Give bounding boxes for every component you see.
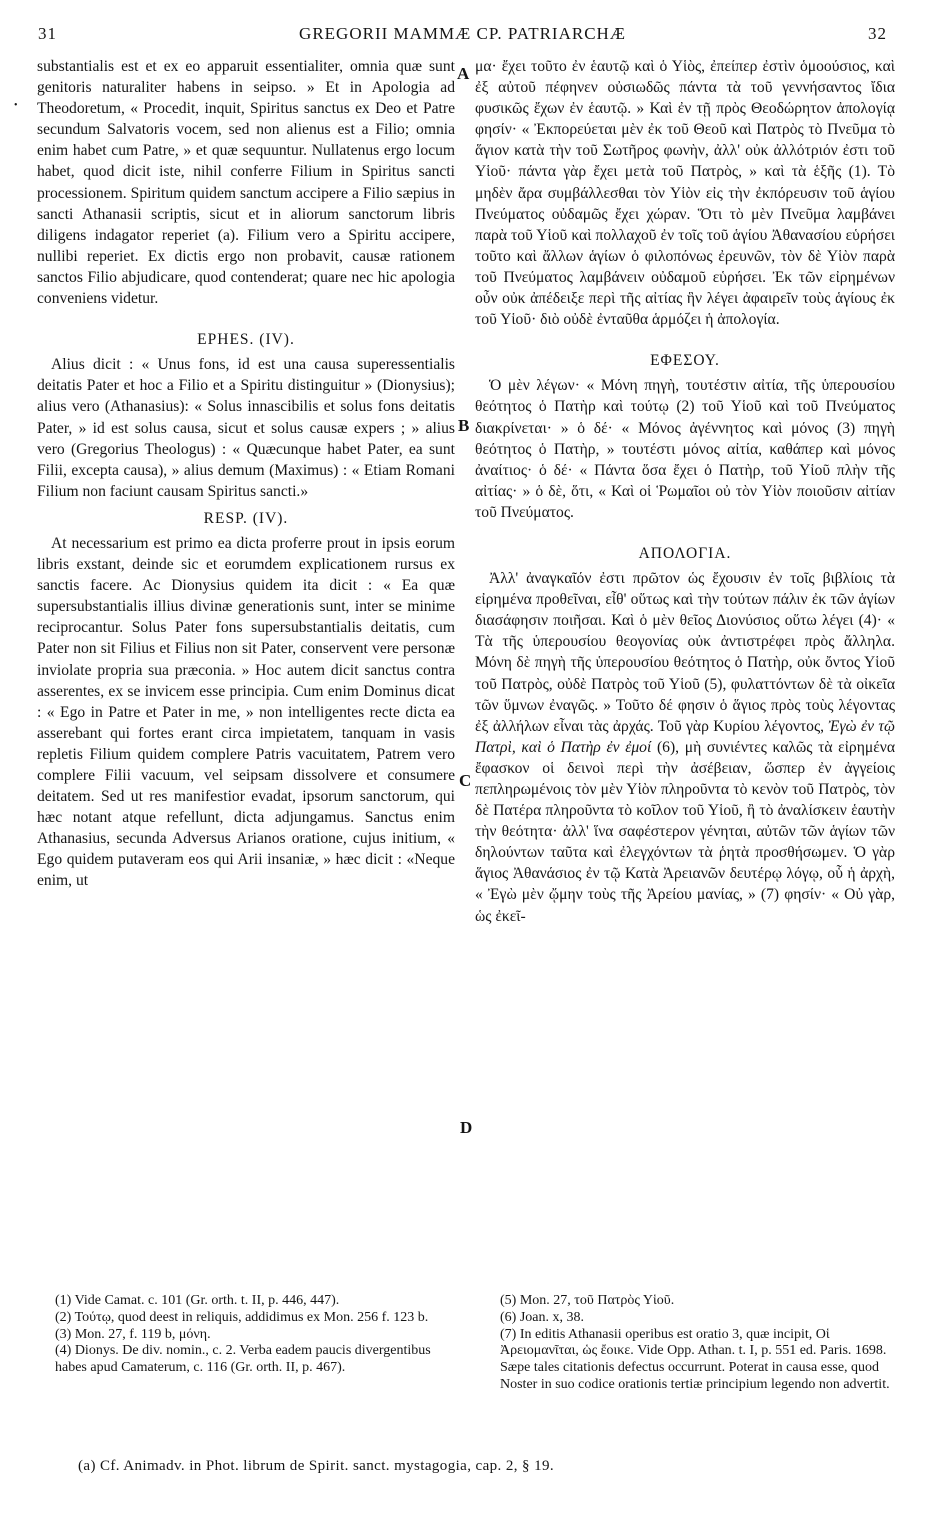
latin-heading-resp: RESP. (IV). [203, 509, 289, 527]
latin-paragraph-2: Alius dicit : « Unus fons, id est una causa superessentialis deitatis Pater et hoc a Filio et a Spiritu distinguitur » (Dionysius); alius vero (Athanasius): « Solus innascibilis et solus fons deitatis Pater, » id est solus causa, sicut et solus causæ expers ; » alius vero (Gregorius Theologus) : « Quæcunque habet Pater, ea sunt Filii, excepta causa), » alius demum (Maximus) : « Etiam Romani Filium non faciunt causam Spiritus sancti.» [37, 356, 455, 500]
latin-column [37, 56, 455, 892]
running-header [38, 24, 887, 50]
greek-paragraph-2: Ὁ μὲν λέγων· « Μόνη πηγὴ, τουτέστιν αἰτία, τῆς ὑπερουσίου θεότητος ὁ Πατὴρ καὶ τούτῳ (2) τοῦ Υἱοῦ καὶ τοῦ Πνεύματος διακρίνεται· » ὁ δέ· « Μόνος ἀγέννητος καὶ μόνος (3) πηγὴ θεότητος ὁ Πατὴρ, » τουτέστι μόνος αἰτία, καθάπερ καὶ μόνος ἀναίτιος· ὁ δέ· « Πάντα ὅσα ἔχει ὁ Πατὴρ, τοῦ Υἱοῦ πλὴν τῆς αἰτίας· » ὁ δὲ, ὅτι, « Καὶ οἱ Ῥωμαῖοι οὐ τὸν Υἱὸν ποιοῦσιν αἰτίαν τοῦ Πνεύματος. [475, 377, 895, 521]
margin-letter-c: C [459, 771, 472, 790]
footnotes-left [55, 1293, 457, 1377]
footnote-7: (7) In editis Athanasii operibus est oratio 3, quæ incipit, Οἱ Ἀρειομανῖται, ὡς ἔοικε. Vide Opp. Athan. t. I, p. 551 ed. Paris. 1698. Sæpe tales citationis defectus occurrunt. Poterat in causa esse, quod Noster in suo codice orationis tertiæ principium legendo non advertit. [500, 1326, 890, 1392]
footnote-4: (4) Dionys. De div. nomin., c. 2. Verba eadem paucis divergentibus habes apud Camaterum, c. 116 (Gr. orth. II, p. 467). [55, 1343, 431, 1376]
footnote-1: (1) Vide Camat. c. 101 (Gr. orth. t. II, p. 446, 447). [55, 1293, 340, 1308]
margin-mark: • [14, 100, 18, 111]
latin-heading-ephes: EPHES. (IV). [197, 331, 295, 349]
greek-heading-ephesou: ΕΦΕΣΟΥ. [650, 352, 720, 370]
footnote-3: (3) Mon. 27, f. 119 b, μόνη. [55, 1326, 211, 1342]
page-number-left: 31 [38, 24, 57, 43]
footnotes-right [500, 1293, 900, 1394]
greek-paragraph-3-start: Ἀλλ' ἀναγκαῖόν ἐστι πρῶτον ὡς ἔχουσιν ἐν τοῖς βιβλίοις τὰ εἰρημένα προθεῖναι, εἶθ' οὕτως καὶ τὴν τούτων πάλιν ἐκ τῶν ἁγίων διασάφησιν ποιῆσαι. Καὶ ὁ μὲν θεῖος Διονύσιος οὕτω λέγει (4)· « Τὰ τῆς ὑπερουσίου θεογονίας οὐκ ἀντιστρέφει πρὸς ἄλληλα. Μόνη δὲ πηγὴ τῆς ὑπερουσίου θεότητος ὁ Πατὴρ, οὐκ ὄντος Υἱοῦ τοῦ Πατρὸς, οὐδὲ Πατρὸς τοῦ Υἱοῦ (5), φυλαττόντων δὲ τὰ οἰκεῖα τῶν ὕμνων ἐναγῶς. » Τοῦτο δέ φησιν ὁ ἅγιος πρὸς τοὺς λέγοντας ἐξ ἀλλήλων εἶναι τὰς ἀρχάς. Τοῦ γὰρ Κυρίου λέγοντος, [475, 570, 895, 735]
footnote-5: (5) Mon. 27, τοῦ Πατρὸς Υἱοῦ. [500, 1293, 675, 1308]
latin-paragraph-1: substantialis est et ex eo apparuit essentialiter, omnia quæ sunt genitoris naturaliter habens in seipso. » Et in Apologia ad Theodoretum, « Procedit, inquit, Spiritus sanctus ex Deo et Patre secundum Salvatoris vocem, sed non alienus est a Filio; omnia enim habet cum Patre, » et quæ sequuntur. Nullatenus ergo locum habet, quod dicit iste, nihil conferre Filium in Spiritus sancti processionem. Spiritum quidem sanctum accipere a Filio sæpius in sancti Athanasii scriptis, sicut et in aliorum sanctorum libris diligens indagator reperiet (a). Filium vero a Spiritu accipere, nullibi reperiet. Ex dictis ergo non probavit, causæ rationem sanctos Filio abjudicare, quod contenderat; quare nec hic apologia conveniens videtur. [37, 58, 455, 308]
running-title: GREGORII MAMMÆ CP. PATRIARCHÆ [299, 24, 626, 43]
greek-paragraph-3-rest: (6), μὴ συνιέντες καλῶς τὰ εἰρημένα ἔφασκον οἱ δεινοὶ περὶ τὴν ἀσέβειαν, ὥσπερ ἐν ἀγγείοις πεπληρωμένοις τὸν μὲν Υἱὸν πληροῦντα τὸ κενὸν τοῦ Πατρὸς, τὸν δὲ Πατέρα πληροῦντα τὸ κοῖλον τοῦ Υἱοῦ, ἢ τὸ ἀναλίσκειν ἑαυτὴν τὴν θεότητα· ἀλλ' ἵνα σαφέστερον γένηται, αὐτῶν τῶν ἁγίων τῶν δηλούντων ταῦτα καὶ ἐλεγχόντων τὰ ῥητὰ προσθήσωμεν. Ὁ γὰρ ἅγιος Ἀθανάσιος ἐν τῷ Κατὰ Ἀρειανῶν δευτέρῳ λόγῳ, οὗ ἡ ἀρχὴ, « Ἐγὼ μὲν ᾤμην τοὺς τῆς Ἀρείου μανίας, » (7) φησίν· « Οὐ γὰρ, ὡς ἐκεῖ- [475, 738, 895, 925]
greek-heading-apologia: ΑΠΟΛΟΓΙΑ. [638, 544, 732, 562]
page-number-right: 32 [868, 24, 887, 43]
footnote-6: (6) Joan. x, 38. [500, 1309, 584, 1325]
footnote-2: (2) Τούτῳ, quod deest in reliquis, addidimus ex Mon. 256 f. 123 b. [55, 1309, 429, 1325]
margin-letter-d: D [460, 1118, 473, 1137]
greek-paragraph-3 [475, 568, 895, 927]
margin-letter-b: B [458, 416, 470, 435]
greek-column [475, 56, 895, 927]
greek-scripture-quote: Ἐγὼ ἐν τῷ Πατρὶ, καὶ ὁ Πατὴρ ἐν ἐμοί [475, 717, 895, 756]
latin-paragraph-3: At necessarium est primo ea dicta proferre prout in ipsis eorum libris exstant, deinde sic et eorumdem explicationem rursus ex sanctis facere. Ac Dionysius quidem ita dicit : « Ea quæ supersubstantialis illius divinæ generationis sunt, inter se minime reciprocantur. Solus Pater fons supersubstantialis deitatis, cum Pater non sit Filius et Filius non sit Pater, conservent vere personæ inviolate propria sua præconia. » Hoc autem dicit sanctus contra asserentes, ex se invicem esse principia. Cum enim Dominus dicat : « Ego in Patre et Pater in me, » non intelligentes recte dicta ea asserebant qui fortes erant circa impietatem, tanquam in vasis repletis Filium quidem complere Patris vacuitatem, Patrem vero complere Filii vacuum, vel seipsam dissolvere et consumere deitatem. Sed ut res manifestior evadat, ipsorum sanctorum, qui hæc notant atque refellunt, dicta adjungamus. Sanctus enim Athanasius, secunda Adversus Arianos oratione, cujus initium, « Ego quidem putaveram eos qui Arii insaniæ, » hæc dicit : «Neque enim, ut [37, 534, 455, 890]
bottom-note: (a) Cf. Animadv. in Phot. librum de Spirit. sanct. mystagogia, cap. 2, § 19. [78, 1458, 555, 1474]
greek-paragraph-1: μα· ἔχει τοῦτο ἐν ἑαυτῷ καὶ ὁ Υἱὸς, ἐπείπερ ἐστὶν ὁμοούσιος, καὶ ἐξ αὐτοῦ πέφηνεν οὐσιωδῶς πάντα τὰ τοῦ γεννήσαντος ἴδια φυσικῶς ἔχων ἐν ἑαυτῷ. » Καὶ ἐν τῇ πρὸς Θεοδώρητον ἀπολογίᾳ φησίν· « Ἐκπορεύεται μὲν ἐκ τοῦ Θεοῦ καὶ Πατρὸς τὸ Πνεῦμα τὸ ἅγιον κατὰ τὴν τοῦ Σωτῆρος φωνὴν, ἀλλ' οὐκ ἀλλότριόν ἐστι τοῦ Υἱοῦ· πάντα γὰρ ἔχει μετὰ τοῦ Πατρὸς, » καὶ τὰ ἑξῆς (1). Τὸ μηδὲν ἄρα συμβάλλεσθαι τὸν Υἱὸν εἰς τὴν ἐκπόρευσιν τοῦ ἁγίου Πνεύματος οὐδαμῶς ἔχει χώραν. Ὅτι τὸ μὲν Πνεῦμα λαμβάνει παρὰ τοῦ Υἱοῦ καὶ πολλαχοῦ ἐν τοῖς τοῦ ἁγίου Ἀθανασίου εὑρήσει τοῦτο καὶ ἄλλων ἁγίων ὁ φιλοπόνως ἐρευνῶν, τὸν δὲ Υἱὸν παρὰ τοῦ Πνεύματος λαμβάνειν οὐδαμοῦ εὑρήσει. Ἐκ τῶν εἰρημένων οὖν οὐκ ἀπέδειξε περὶ τῆς αἰτίας ἣν λέγει ἀφαιρεῖν τοὺς ἁγίους ἐκ τοῦ Υἱοῦ· διὸ οὐδὲ ἐνταῦθα ἁρμόζει ἡ ἀπολογία. [475, 58, 895, 329]
margin-letter-a: A [457, 64, 470, 83]
